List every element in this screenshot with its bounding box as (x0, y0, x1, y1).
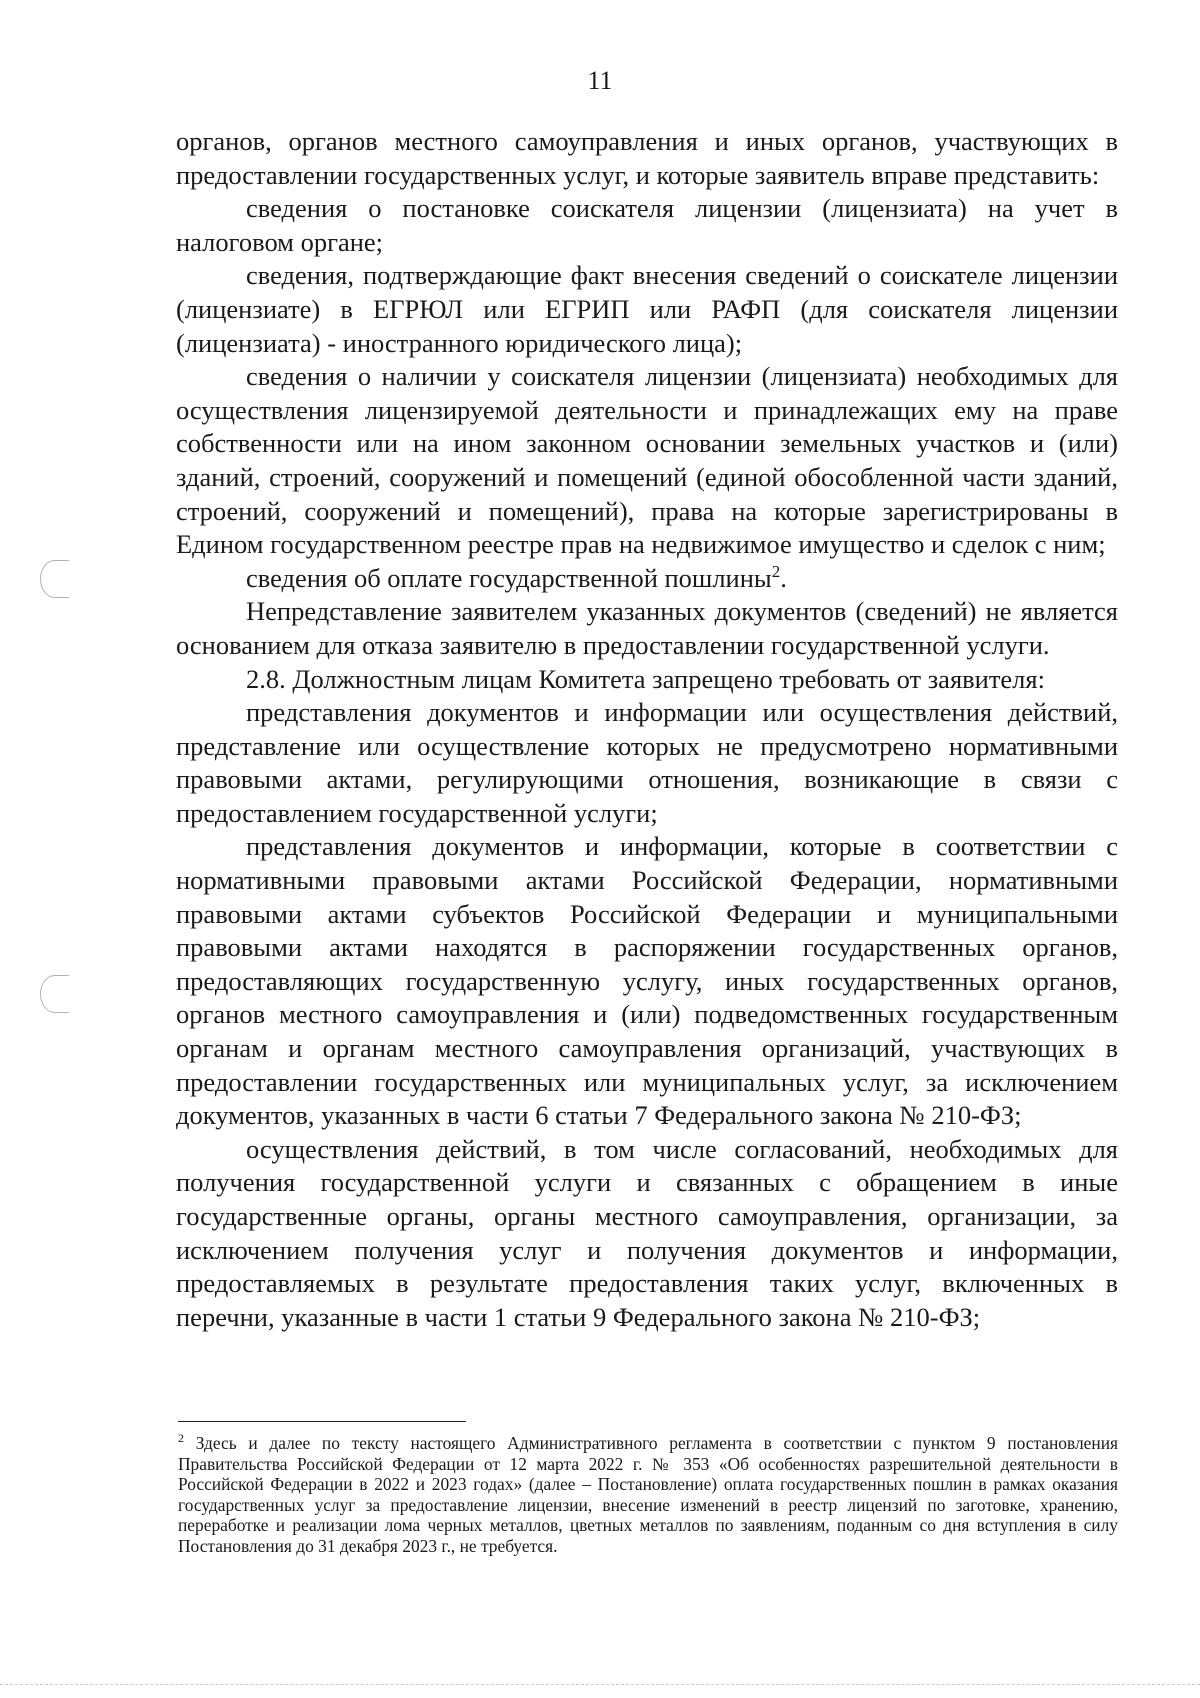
paragraph-text: сведения об оплате государственной пошлины (246, 562, 772, 593)
scan-edge-line (0, 1684, 1200, 1685)
footnote (178, 1433, 1118, 1556)
footnote-paragraph (178, 1433, 1118, 1556)
punch-hole-mark (40, 975, 69, 1013)
paragraph-end: . (780, 562, 787, 593)
page-number: 11 (587, 66, 613, 95)
section-heading-paragraph: 2.8. Должностным лицам Комитета запрещено требовать от заявителя: (246, 663, 1045, 694)
paragraph-with-footnote (176, 562, 1118, 596)
paragraph: осуществления действий, в том числе согласований, необходимых для получения государственной услуги и связанных с обращением в иные государственные органы, органы местного самоуправления, организации, за исключением получения услуг и получения документов и информации, предоставляемых в результате предоставления таких услуг, включенных в перечни, указанные в части 1 статьи 9 Федерального закона № 210-ФЗ; (176, 1133, 1118, 1332)
footnote-text: Здесь и далее по тексту настоящего Административного регламента в соответствии с пунктом 9 постановления Правительства Российской Федерации от 12 марта 2022 г. № 353 «Об особенностях разрешительной деятельности в Российской Федерации в 2022 и 2023 годах» (далее – Постановление) оплата государственных пошлин в рамках оказания государственных услуг за предоставление лицензии, внесение изменений в реестр лицензий по заготовке, хранению, переработке и реализации лома черных металлов, цветных металлов по заявлениям, поданным со дня вступления в силу Постановления до 31 декабря 2023 г., не требуется. (178, 1433, 1118, 1556)
paragraph: органов, органов местного самоуправления и иных органов, участвующих в предоставлении государственных услуг, и которые заявитель вправе представить: (176, 126, 1118, 190)
footnote-marker: 2 (178, 1431, 184, 1446)
document-body (176, 125, 1118, 1334)
paragraph: представления документов и информации или осуществления действий, представление или осуществление которых не предусмотрено нормативными правовыми актами, регулирующими отношения, возникающие в связи с предоставлением государственной услуги; (176, 697, 1118, 828)
punch-hole-mark (40, 560, 69, 598)
paragraph: Непредставление заявителем указанных документов (сведений) не является основанием для отказа заявителю в предоставлении государственной услуги. (176, 596, 1118, 660)
paragraph: представления документов и информации, которые в соответствии с нормативными правовыми актами Российской Федерации, нормативными правовыми актами субъектов Российской Федерации и муниципальными правовыми актами находятся в распоряжении государственных органов, предоставляющих государственную услугу, иных государственных органов, органов местного самоуправления и (или) подведомственных государственным органам и органам местного самоуправления организаций, участвующих в предоставлении государственных или муниципальных услуг, за исключением документов, указанных в части 6 статьи 7 Федерального закона № 210-ФЗ; (176, 831, 1118, 1131)
paragraph: сведения о наличии у соискателя лицензии (лицензиата) необходимых для осуществления лицензируемой деятельности и принадлежащих ему на праве собственности или на ином законном основании земельных участков и (или) зданий, строений, сооружений и помещений (единой обособленной части зданий, строений, сооружений и помещений), права на которые зарегистрированы в Едином государственном реестре прав на недвижимое имущество и сделок с ним; (176, 361, 1118, 560)
footnote-divider (178, 1421, 466, 1422)
paragraph: сведения, подтверждающие факт внесения сведений о соискателе лицензии (лицензиате) в ЕГРЮЛ или ЕГРИП или РАФП (для соискателя лицензии (лицензиата) - иностранного юридического лица); (176, 260, 1118, 358)
footnote-reference[interactable]: 2 (771, 561, 781, 581)
paragraph: сведения о постановке соискателя лицензии (лицензиата) на учет в налоговом органе; (176, 193, 1118, 257)
